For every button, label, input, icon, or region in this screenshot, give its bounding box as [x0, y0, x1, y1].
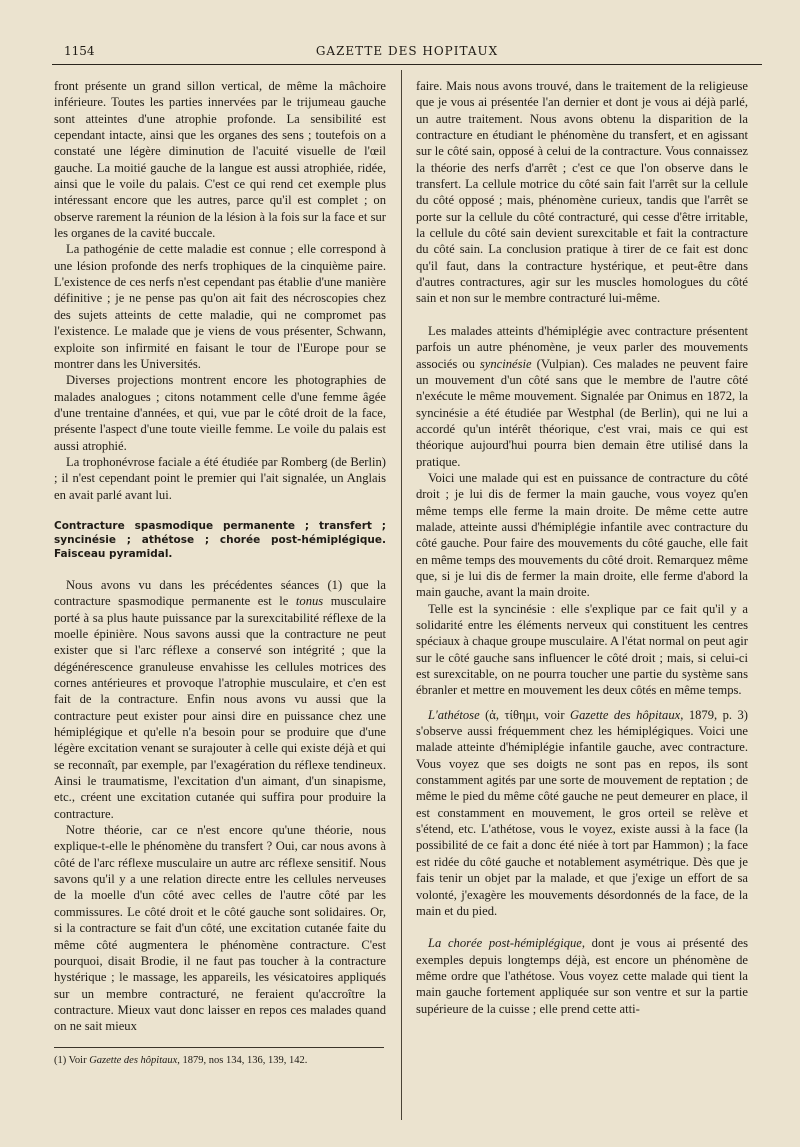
paragraph: Les malades atteints d'hémiplégie avec contracture présentent parfois un autre phénomène, je veux parler des mouvements associés ou syncinésie (Vulpian). Ces malades ne peuvent faire un mouvement d'un côté sans que le membre de l'autre côté n'exécute le même mouvement. Signalée par Onimus en 1872, la syncinésie a été étudiée par Westphal (de Berlin), qui ne lui a accordé qu'un intérêt théorique, c'est vrai, mais ce qui est théorique aujourd'hui pourra bien demain être utilisé dans la pratique. — [416, 323, 748, 469]
footnote-rule — [54, 1047, 384, 1048]
italic-term: syncinésie — [479, 356, 532, 371]
italic-term: La chorée post-hémiplégique — [428, 936, 582, 951]
page-header — [52, 40, 762, 65]
paragraph: La trophonévrose faciale a été étudiée par Romberg (de Berlin) ; il n'est cependant point le premier qui l'ait signalée, un Anglais en avait parlé avant lui. — [54, 454, 386, 502]
paragraph: Nous avons vu dans les précédentes séances (1) que la contracture spasmodique permanente est le tonus musculaire porté à sa plus haute puissance par la surexcitabilité réflexe de la moelle épinière. Nous savons aussi que la contracture ne peut exister que si l'arc réflexe a conservé son intégrité ; que la dégénérescence granuleuse envahisse les cellules motrices des cornes antérieures et provoque l'atrophie musculaire, et c'en est fait de la contracture. Enfin nous avons vu aussi que la contracture peut exister pour ainsi dire en puissance chez une hémiplégique et qu'elle n'a besoin pour se produire que d'une légère excitation venant se surajouter à celle qui existe déjà et qui se reconnaît, par exemple, par l'exagération du réflexe tendineux. Ainsi le traumatisme, l'excitation d'un aimant, d'un sinapisme, etc., créent une excitation cutanée qui suffira pour produire la contracture. — [54, 577, 386, 821]
paragraph: Notre théorie, car ce n'est encore qu'une théorie, nous explique-t-elle le phénomène du transfert ? Oui, car nous avons à côté de l'arc réflexe musculaire un autre arc réflexe sensitif. Nous savons qu'il y a une relation directe entre les cellules nerveuses de la moelle d'un côté avec celles de l'autre côté par les commissures. Le côté droit et le côté gauche sont solidaires. Or, si la contracture se fait d'un côté, une excitation cutanée faite du même côté augmentera le phénomène contracture. C'est pourquoi, disait Brodie, il ne faut pas toucher à la contracture hystérique ; le massage, les appareils, les vésicatoires appliqués sur un membre contracturé, ne feraient qu'accroître la contracture. Mieux vaut donc laisser en repos ces malades quand on ne sait mieux — [54, 823, 386, 1034]
italic-term: L'athétose — [428, 707, 480, 722]
left-column — [54, 78, 386, 1068]
paragraph: Voici une malade qui est en puissance de contracture du côté droit ; je lui dis de fermer la main gauche, vous voyez qu'en même temps elle ferme la main droite. De même cette autre malade, atteinte aussi d'hémiplégie infantile avec contracture du côté gauche. Pour faire des mouvements du côté gauche, elle fait en même temps des mouvements du côté droit. Remarquez même que, si je lui dis de fermer la main droite, elle ferme d'abord la main gauche, avant la main droite. — [416, 470, 748, 600]
footnote-journal: Gazette des hôpitaux — [89, 1054, 178, 1066]
column-divider — [401, 70, 402, 1120]
italic-term: tonus — [295, 594, 324, 609]
paragraph: L'athétose (ἀ, τίθημι, voir Gazette des hôpitaux, 1879, p. 3) s'observe aussi fréquemment chez les hémiplégiques. Voici une malade atteinte d'hémiplégie infantile gauche, avec contracture. Vous voyez que ses doigts ne sont pas en repos, ils sont constamment agités par une sorte de mouvement de reptation ; de même le pied du même côté gauche ne peut demeurer en place, il est constamment en mouvement, le gros orteil se relève et s'étend, etc. L'athétose, vous le voyez, existe aussi à la face (la possibilité de ce fait a donc été niée à tort par Hammon) ; la face est ridée du côté gauche et notablement asymétrique. Dès que je fais tenir un objet par la malade, et que j'exige un effort de sa volonté, j'exagère les mouvements désordonnés de la face, de la main et du pied. — [416, 707, 748, 918]
footnote: (1) Voir Gazette des hôpitaux, 1879, nos 134, 136, 139, 142. — [54, 1054, 308, 1066]
page-number: 1154 — [64, 44, 95, 58]
section-heading: Contracture spasmodique permanente ; transfert ; syncinésie ; athétose ; chorée post-hémiplégique. Faisceau pyramidal. — [54, 519, 386, 560]
paragraph: faire. Mais nous avons trouvé, dans le traitement de la religieuse que je vous ai présentée l'an dernier et dont je vous ai déjà parlé, un autre traitement. Nous avons obtenu la disparition de la contracture en étudiant le phénomène du transfert, et en agissant sur le côté sain, opposé à celui de la contracture. Vous connaissez la théorie des nerfs d'arrêt ; c'est ce que l'on observe dans le transfert. La cellule motrice du côté sain fait l'arrêt sur la cellule du côté opposé ; mais, phénomène curieux, tandis que l'arrêt se porte sur la cellule du côté contracturé, qui cesse d'être irritable, la cellule du côté sain devient surexcitable et fait la contracture du côté sain. La conclusion pratique à tirer de ce fait est donc qu'il faut, dans la contracture hystérique, et peut-être dans d'autres contractures, agir sur les muscles homologues du côté sain et non sur le membre contracturé lui-même. — [416, 79, 748, 306]
paragraph: La chorée post-hémiplégique, dont je vous ai présenté des exemples depuis longtemps déjà, est encore un phénomène de même ordre que l'athétose. Vous voyez cette malade qui tient la main gauche fortement appliquée sur son ventre et sur la partie supérieure de la cuisse ; elle prend cette atti- — [416, 936, 748, 1016]
paragraph: La pathogénie de cette maladie est connue ; elle correspond à une lésion profonde des nerfs trophiques de la cinquième paire. L'existence de ces nerfs n'est cependant pas établie d'une manière définitive ; je ne pense pas qu'on ait fait des nécroscopies chez des sujets atteints de cette maladie, qui ne compromet pas l'existence. Le malade que je viens de vous présenter, Schwann, exploite son infirmité en faisant le tour de l'Europe pour se montrer dans les Universités. — [54, 242, 386, 371]
right-column — [416, 78, 748, 1017]
journal-title: GAZETTE DES HOPITAUX — [315, 44, 499, 58]
paragraph: Diverses projections montrent encore les photographies de malades analogues ; citons notamment celle d'une femme âgée d'une trentaine d'années, et qui, vue par le côté droit de la face, présente l'aspect d'une toute vieille femme. Le voile du palais est aussi atrophié. — [54, 373, 386, 453]
journal-reference: Gazette des hôpitaux — [570, 707, 681, 722]
paragraph: front présente un grand sillon vertical, de même la mâchoire inférieure. Toutes les parties innervées par le trijumeau gauche sont atteintes d'une atrophie profonde. La sensibilité est cependant intacte, ainsi que les organes des sens ; toutefois on a constaté une légère diminution de l'acuité visuelle de l'œil gauche. La moitié gauche de la langue est aussi atrophiée, ridée, ainsi que le voile du palais. C'est ce qui rend cet exemple plus intéressant encore que les autres, parce qu'il est complet ; on observe rarement la réunion de la lésion à la fois sur la face et sur les organes de la cavité buccale. — [54, 79, 386, 241]
paragraph: Telle est la syncinésie : elle s'explique par ce fait qu'il y a solidarité entre les éléments nerveux qui constituent les centres spéciaux à chaque groupe musculaire. A l'état normal on peut agir sur le côté gauche sans influencer le côté droit ; mais, si celui-ci est surexcitable, on ne pourra toucher une partie du système sans ébranler et mettre en mouvement les deux côtés en même temps. — [416, 601, 748, 698]
